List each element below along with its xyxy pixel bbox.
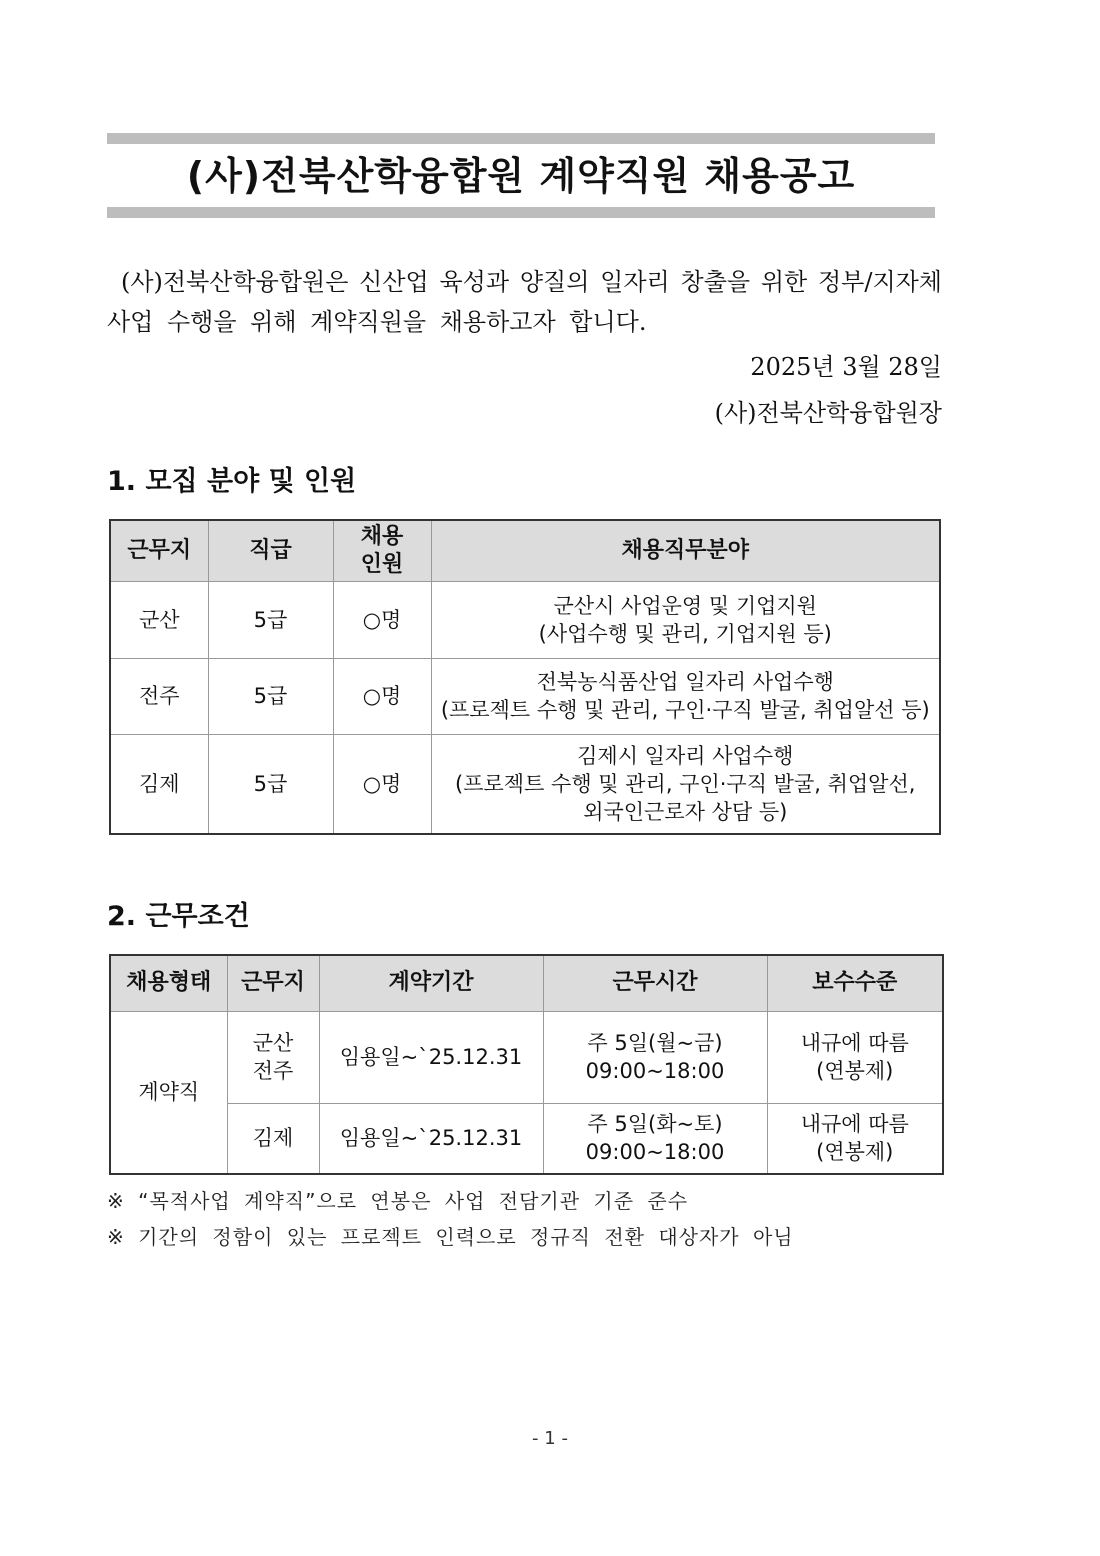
header-employment-type: 채용형태 [110, 955, 227, 1011]
cell-work-hours [543, 1011, 767, 1103]
title-block [107, 133, 935, 219]
cell-location: 김제 [110, 734, 208, 834]
header-grade: 직급 [208, 520, 333, 581]
header-pay-level: 보수수준 [767, 955, 943, 1011]
cell-work-location-line-1: 군산 [252, 1031, 294, 1055]
cell-work-location [227, 1011, 319, 1103]
cell-contract-period: 임용일~`25.12.31 [319, 1011, 543, 1103]
table-row [110, 734, 940, 834]
cell-work-time: 09:00~18:00 [585, 1140, 725, 1165]
cell-field [431, 658, 940, 734]
conditions-header-row [110, 955, 943, 1011]
section-1-heading: 1. 모집 분야 및 인원 [107, 466, 357, 497]
cell-work-hours [543, 1103, 767, 1174]
cell-work-time: 09:00~18:00 [585, 1059, 725, 1083]
cell-pay-level [767, 1011, 943, 1103]
cell-headcount: ○명 [333, 658, 431, 734]
cell-field-line-2: (프로젝트 수행 및 관리, 구인·구직 발굴, 취업알선, [455, 771, 916, 796]
cell-field-line-2: (프로젝트 수행 및 관리, 구인·구직 발굴, 취업알선 등) [440, 698, 930, 722]
cell-headcount: ○명 [333, 734, 431, 834]
cell-work-location: 김제 [227, 1103, 319, 1174]
intro-line-1: (사)전북산학융합원은 신산업 육성과 양질의 일자리 창출을 위한 정부/지자체 [121, 268, 942, 296]
header-headcount-line-2: 인원 [360, 551, 404, 577]
cell-pay-level [767, 1103, 943, 1174]
table-row [110, 1011, 943, 1103]
intro-paragraph [107, 262, 942, 342]
cell-work-days: 주 5일(화~토) [587, 1112, 723, 1137]
intro-line-2: 사업 수행을 위해 계약직원을 채용하고자 합니다. [107, 308, 647, 336]
cell-field [431, 581, 940, 658]
header-work-location: 근무지 [227, 955, 319, 1011]
cell-contract-period: 임용일~`25.12.31 [319, 1103, 543, 1174]
cell-pay-line-2: (연봉제) [816, 1059, 894, 1083]
header-contract-period: 계약기간 [319, 955, 543, 1011]
cell-pay-line-1: 내규에 따름 [800, 1031, 909, 1055]
cell-grade: 5급 [208, 658, 333, 734]
header-headcount-line-1: 채용 [360, 523, 404, 549]
note-salary-standard: ※ “목적사업 계약직”으로 연봉은 사업 전담기관 기준 준수 [107, 1189, 689, 1213]
cell-employment-type: 계약직 [110, 1011, 227, 1174]
header-field: 채용직무분야 [431, 520, 940, 581]
cell-pay-line-2: (연봉제) [816, 1140, 894, 1165]
cell-location: 전주 [110, 658, 208, 734]
section-2-heading: 2. 근무조건 [107, 901, 250, 932]
cell-field [431, 734, 940, 834]
recruitment-table [109, 519, 941, 835]
cell-field-line-1: 군산시 사업운영 및 기업지원 [553, 593, 817, 618]
title-bottom-bar [107, 207, 935, 218]
recruitment-header-row [110, 520, 940, 581]
cell-field-line-2: (사업수행 및 관리, 기업지원 등) [538, 621, 832, 646]
page-number: - 1 - [532, 1428, 568, 1449]
cell-pay-line-1: 내규에 따름 [800, 1112, 909, 1137]
cell-work-days: 주 5일(월~금) [587, 1031, 723, 1055]
table-row [110, 658, 940, 734]
cell-field-line-1: 전북농식품산업 일자리 사업수행 [536, 670, 834, 694]
announcement-signer: (사)전북산학융합원장 [714, 399, 942, 427]
header-work-hours: 근무시간 [543, 955, 767, 1011]
cell-grade: 5급 [208, 581, 333, 658]
cell-location: 군산 [110, 581, 208, 658]
title-top-bar [107, 133, 935, 144]
cell-grade: 5급 [208, 734, 333, 834]
cell-field-line-1: 김제시 일자리 사업수행 [577, 743, 794, 768]
work-conditions-table [109, 954, 944, 1175]
cell-work-location-line-2: 전주 [252, 1059, 294, 1083]
document-title: (사)전북산학융합원 계약직원 채용공고 [186, 154, 856, 198]
table-row [110, 1103, 943, 1174]
cell-headcount: ○명 [333, 581, 431, 658]
cell-field-line-3: 외국인근로자 상담 등) [583, 799, 788, 824]
table-row [110, 581, 940, 658]
header-location: 근무지 [110, 520, 208, 581]
announcement-date: 2025년 3월 28일 [750, 353, 942, 381]
note-no-permanent-conversion: ※ 기간의 정함이 있는 프로젝트 인력으로 정규직 전환 대상자가 아님 [107, 1225, 794, 1249]
header-headcount [333, 520, 431, 581]
